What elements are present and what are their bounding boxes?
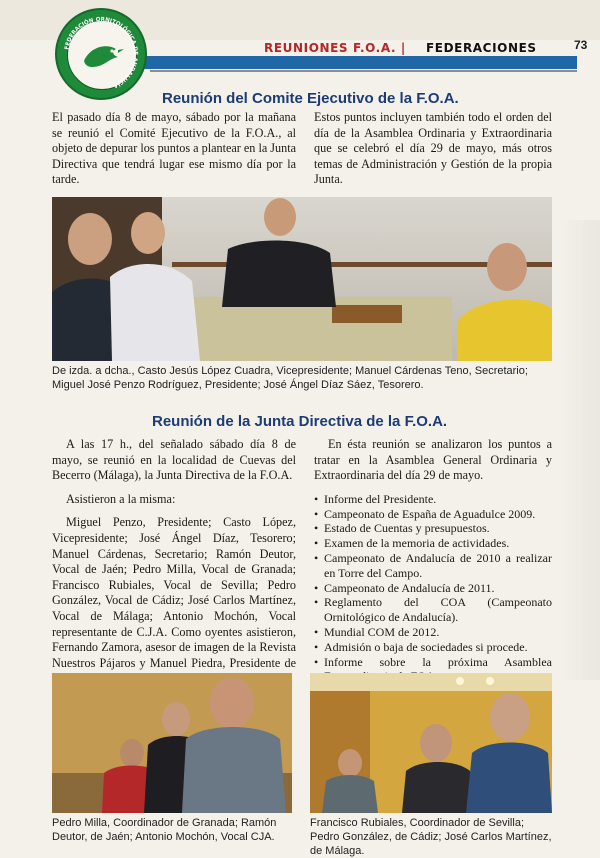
photo-executive-committee-image xyxy=(52,197,552,361)
page-bleed-shadow xyxy=(556,220,600,680)
header-blue-bar xyxy=(140,56,577,69)
agenda-item: • Campeonato de Andalucía de 2011. xyxy=(314,581,552,596)
article1-col1 xyxy=(52,110,296,188)
agenda-item: • Informe sobre la próxima Asamblea xyxy=(314,655,552,685)
article2-col1-para1: A las 17 h., del señalado sábado día 8 de mayo, se reunió en la localidad de Cuevas del Becerro (Málaga), la Junta Directiva de la F.O.A. xyxy=(52,437,296,483)
article1-title: Reunión del Comite Ejecutivo de la F.O.A. xyxy=(162,90,459,107)
photo3-caption: Francisco Rubiales, Coordinador de Sevilla; Pedro González, de Cádiz; José Carlos Martínez, de Málaga. xyxy=(310,817,552,857)
header-separator: | xyxy=(400,41,406,55)
agenda-item: • Admisión o baja de sociedades si procede. xyxy=(314,640,552,655)
article1-col1-text: El pasado día 8 de mayo, sábado por la mañana se reunió el Comité Ejecutivo de la F.O.A., al objeto de depurar los puntos a plantear en la Junta Directiva que tendrá lugar ese mismo día por la tarde. xyxy=(52,110,297,187)
article2-col1-para2: Asistieron a la misma: xyxy=(66,491,176,506)
photo-sevilla-cadiz-malaga-image xyxy=(310,673,552,813)
agenda-list xyxy=(314,492,552,684)
agenda-item: • Examen de la memoria de actividades. xyxy=(314,536,552,551)
photo-granada-jaen-cja-image xyxy=(52,673,292,813)
photo2-caption: Pedro Milla, Coordinador de Granada; Ramón Deutor, de Jaén; Antonio Mochón, Vocal CJA. xyxy=(52,817,277,843)
agenda-item: • Campeonato de España de Aguadulce 2009. xyxy=(314,507,552,522)
header-subsection: FEDERACIONES xyxy=(426,41,537,55)
article2-title: Reunión de la Junta Directiva de la F.O.A. xyxy=(152,413,448,430)
article1-col2 xyxy=(314,110,552,188)
agenda-item: • Mundial COM de 2012. xyxy=(314,625,552,640)
page-number: 73 xyxy=(574,38,588,52)
article2-col2 xyxy=(314,437,552,684)
photo-sevilla-cadiz-malaga xyxy=(310,673,552,813)
agenda-item: • Campeonato de Andalucía de 2010 a realizar en Torre del Campo. xyxy=(314,551,552,581)
photo-executive-committee xyxy=(52,197,552,361)
agenda-item: • Reglamento del COA (Campeonato Ornitológico de Andalucía). xyxy=(314,595,552,625)
photo1-caption: De izda. a dcha., Casto Jesús López Cuadra, Vicepresidente; Manuel Cárdenas Teno, Secretario; Miguel José Penzo Rodríguez, Presidente; José Ángel Díaz Sáez, Tesorero. xyxy=(52,365,528,391)
header-rule xyxy=(150,70,577,72)
agenda-item: • Informe del Presidente. xyxy=(314,492,552,507)
logo-ring-text xyxy=(61,14,141,94)
article2-col2-intro: En ésta reunión se analizaron los puntos a tratar en la Asamblea General Ordinaria y Extraordinaria del día 29 de mayo. xyxy=(314,437,552,483)
article1-col2-text: Estos puntos incluyen también todo el orden del día de la Asamblea Ordinaria y Extraordinaria que se celebró el día 29 de mayo, más otros temas de Administración y Gestión de la propia Junta. xyxy=(314,110,552,187)
article2-col1 xyxy=(52,437,296,695)
header-section-label: REUNIONES F.O.A. xyxy=(264,41,397,55)
svg-text:FEDERACIÓN ORNITOLÓGICA DE AND: FEDERACIÓN ORNITOLÓGICA DE ANDALUCÍA xyxy=(64,16,139,89)
article2-col1-para3: Miguel Penzo, Presidente; Casto López, Vicepresidente; José Ángel Díaz, Tesorero; Manuel Cárdenas, Secretario; Ramón Deutor, Vocal de Jaén; Pedro Milla, Vocal de Granada; Francisco Rubiales, Vocal de Sevilla; Pedro González, Vocal de Cádiz; José Carlos Martínez, Vocal de Málaga; Antonio Mochón, Vocal representante de C.J.A. Como oyentes asistieron, Fernando Zamora, asesor de imagen de la Revista Nuestros Pájaros y Manuel Piedra, Presidente de xyxy=(52,515,296,670)
header-section xyxy=(264,41,406,55)
agenda-item: • Estado de Cuentas y presupuestos. xyxy=(314,521,552,536)
photo-granada-jaen-cja xyxy=(52,673,292,813)
